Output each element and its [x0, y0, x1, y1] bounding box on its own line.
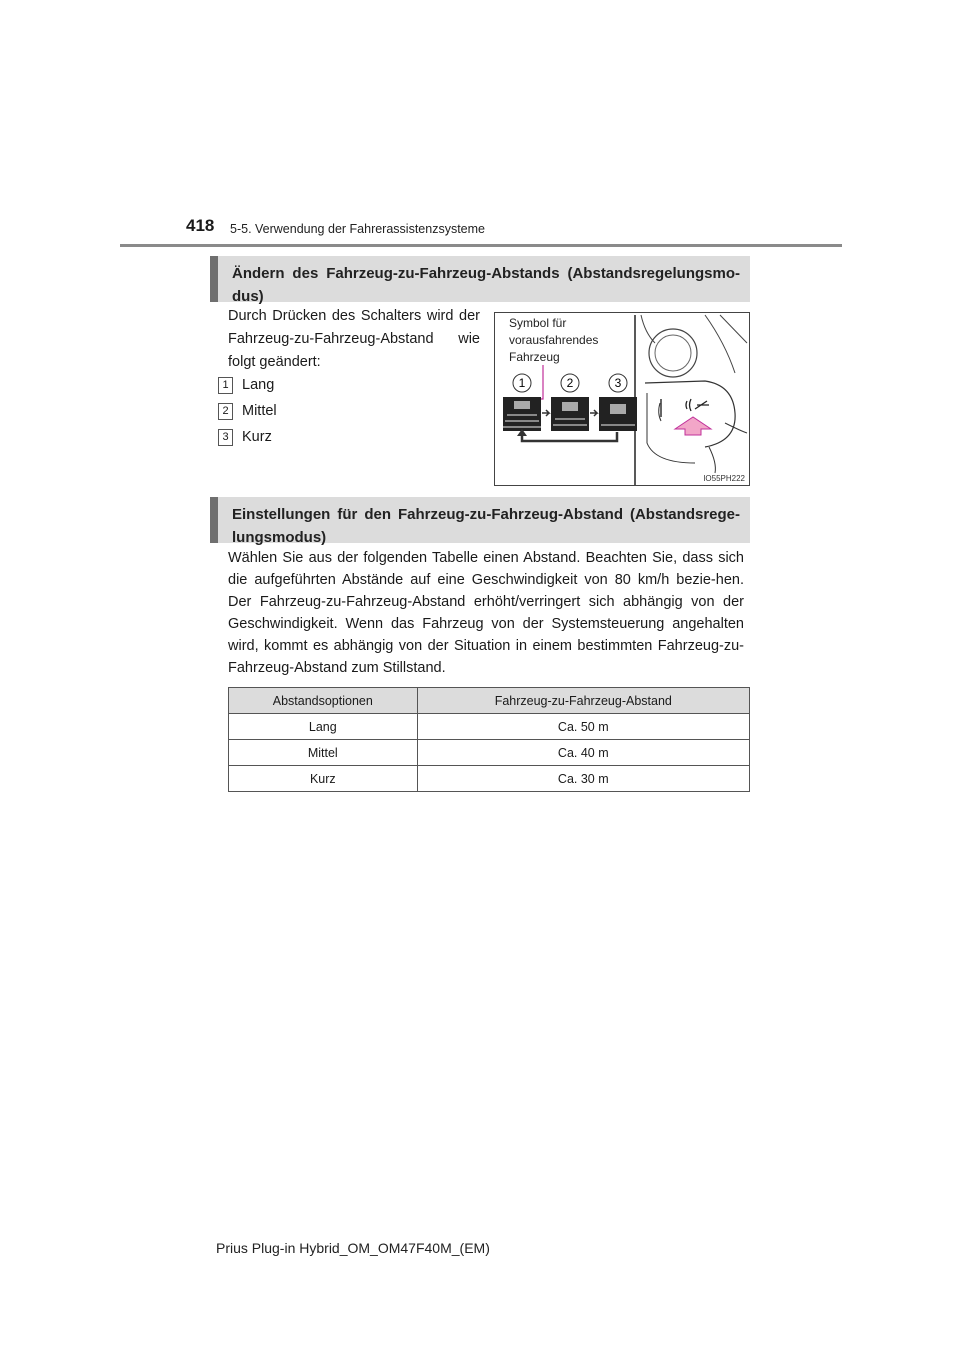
figure-code: IO55PH222	[703, 474, 745, 483]
table-row	[229, 766, 750, 792]
distance-table	[228, 687, 750, 792]
steering-switch-icon	[641, 315, 747, 473]
callout-1: 1	[518, 376, 526, 390]
table-cell: Ca. 30 m	[417, 766, 749, 792]
distance-switch-illustration	[494, 312, 750, 486]
callout-3: 3	[614, 376, 622, 390]
page-number: 418	[186, 216, 215, 235]
item-label: Mittel	[242, 403, 277, 419]
list-item-short	[218, 427, 272, 447]
callout-line	[525, 365, 543, 399]
heading-distance-change: Ändern des Fahrzeug-zu-Fahrzeug-Abstands (Abstandsregelungsmo-dus)	[210, 256, 750, 302]
callout-2: 2	[566, 376, 574, 390]
table-cell: Ca. 40 m	[417, 740, 749, 766]
item-number: 1	[218, 377, 233, 394]
item-label: Lang	[242, 377, 275, 393]
section-title: 5-5. Verwendung der Fahrerassistenzsysteme	[230, 222, 485, 236]
item-label: Kurz	[242, 429, 272, 445]
table-row	[229, 740, 750, 766]
table-cell: Ca. 50 m	[417, 714, 749, 740]
table-row	[229, 714, 750, 740]
vehicle-ahead-icon	[503, 397, 637, 431]
table-cell: Lang	[229, 714, 418, 740]
header-divider	[120, 244, 842, 247]
column-header: Fahrzeug-zu-Fahrzeug-Abstand	[417, 688, 749, 714]
callout-circles	[513, 374, 627, 392]
heading-distance-settings: Einstellungen für den Fahrzeug-zu-Fahrzeug-Abstand (Abstandsrege-lungsmodus)	[210, 497, 750, 543]
column-header: Abstandsoptionen	[229, 688, 418, 714]
list-item-long	[218, 375, 274, 395]
table-cell: Mittel	[229, 740, 418, 766]
footer-text: Prius Plug-in Hybrid_OM_OM47F40M_(EM)	[216, 1240, 490, 1256]
table-cell: Kurz	[229, 766, 418, 792]
list-item-medium	[218, 401, 277, 421]
item-number: 3	[218, 429, 233, 446]
figure-caption: Symbol für vorausfahrendes Fahrzeug	[509, 316, 599, 364]
table-header-row	[229, 688, 750, 714]
intro-text: Durch Drücken des Schalters wird der Fahrzeug-zu-Fahrzeug-Abstand wie folgt geändert:	[228, 308, 480, 370]
item-number: 2	[218, 403, 233, 420]
settings-text: Wählen Sie aus der folgenden Tabelle einen Abstand. Beachten Sie, dass sich die aufgeführten Abstände auf eine Geschwindigkeit von 80 km/h bezie-hen. Der Fahrzeug-zu-Fahrzeug-Abstand erhöht/verringert sich abhängig von der Geschwindigkeit. Wenn das Fahrzeug von der Systemsteuerung angehalten wird, kommt es abhängig von der Situation in einem bestimmten Fahrzeug-zu-Fahrzeug-Abstand zum Stillstand.	[228, 550, 744, 676]
